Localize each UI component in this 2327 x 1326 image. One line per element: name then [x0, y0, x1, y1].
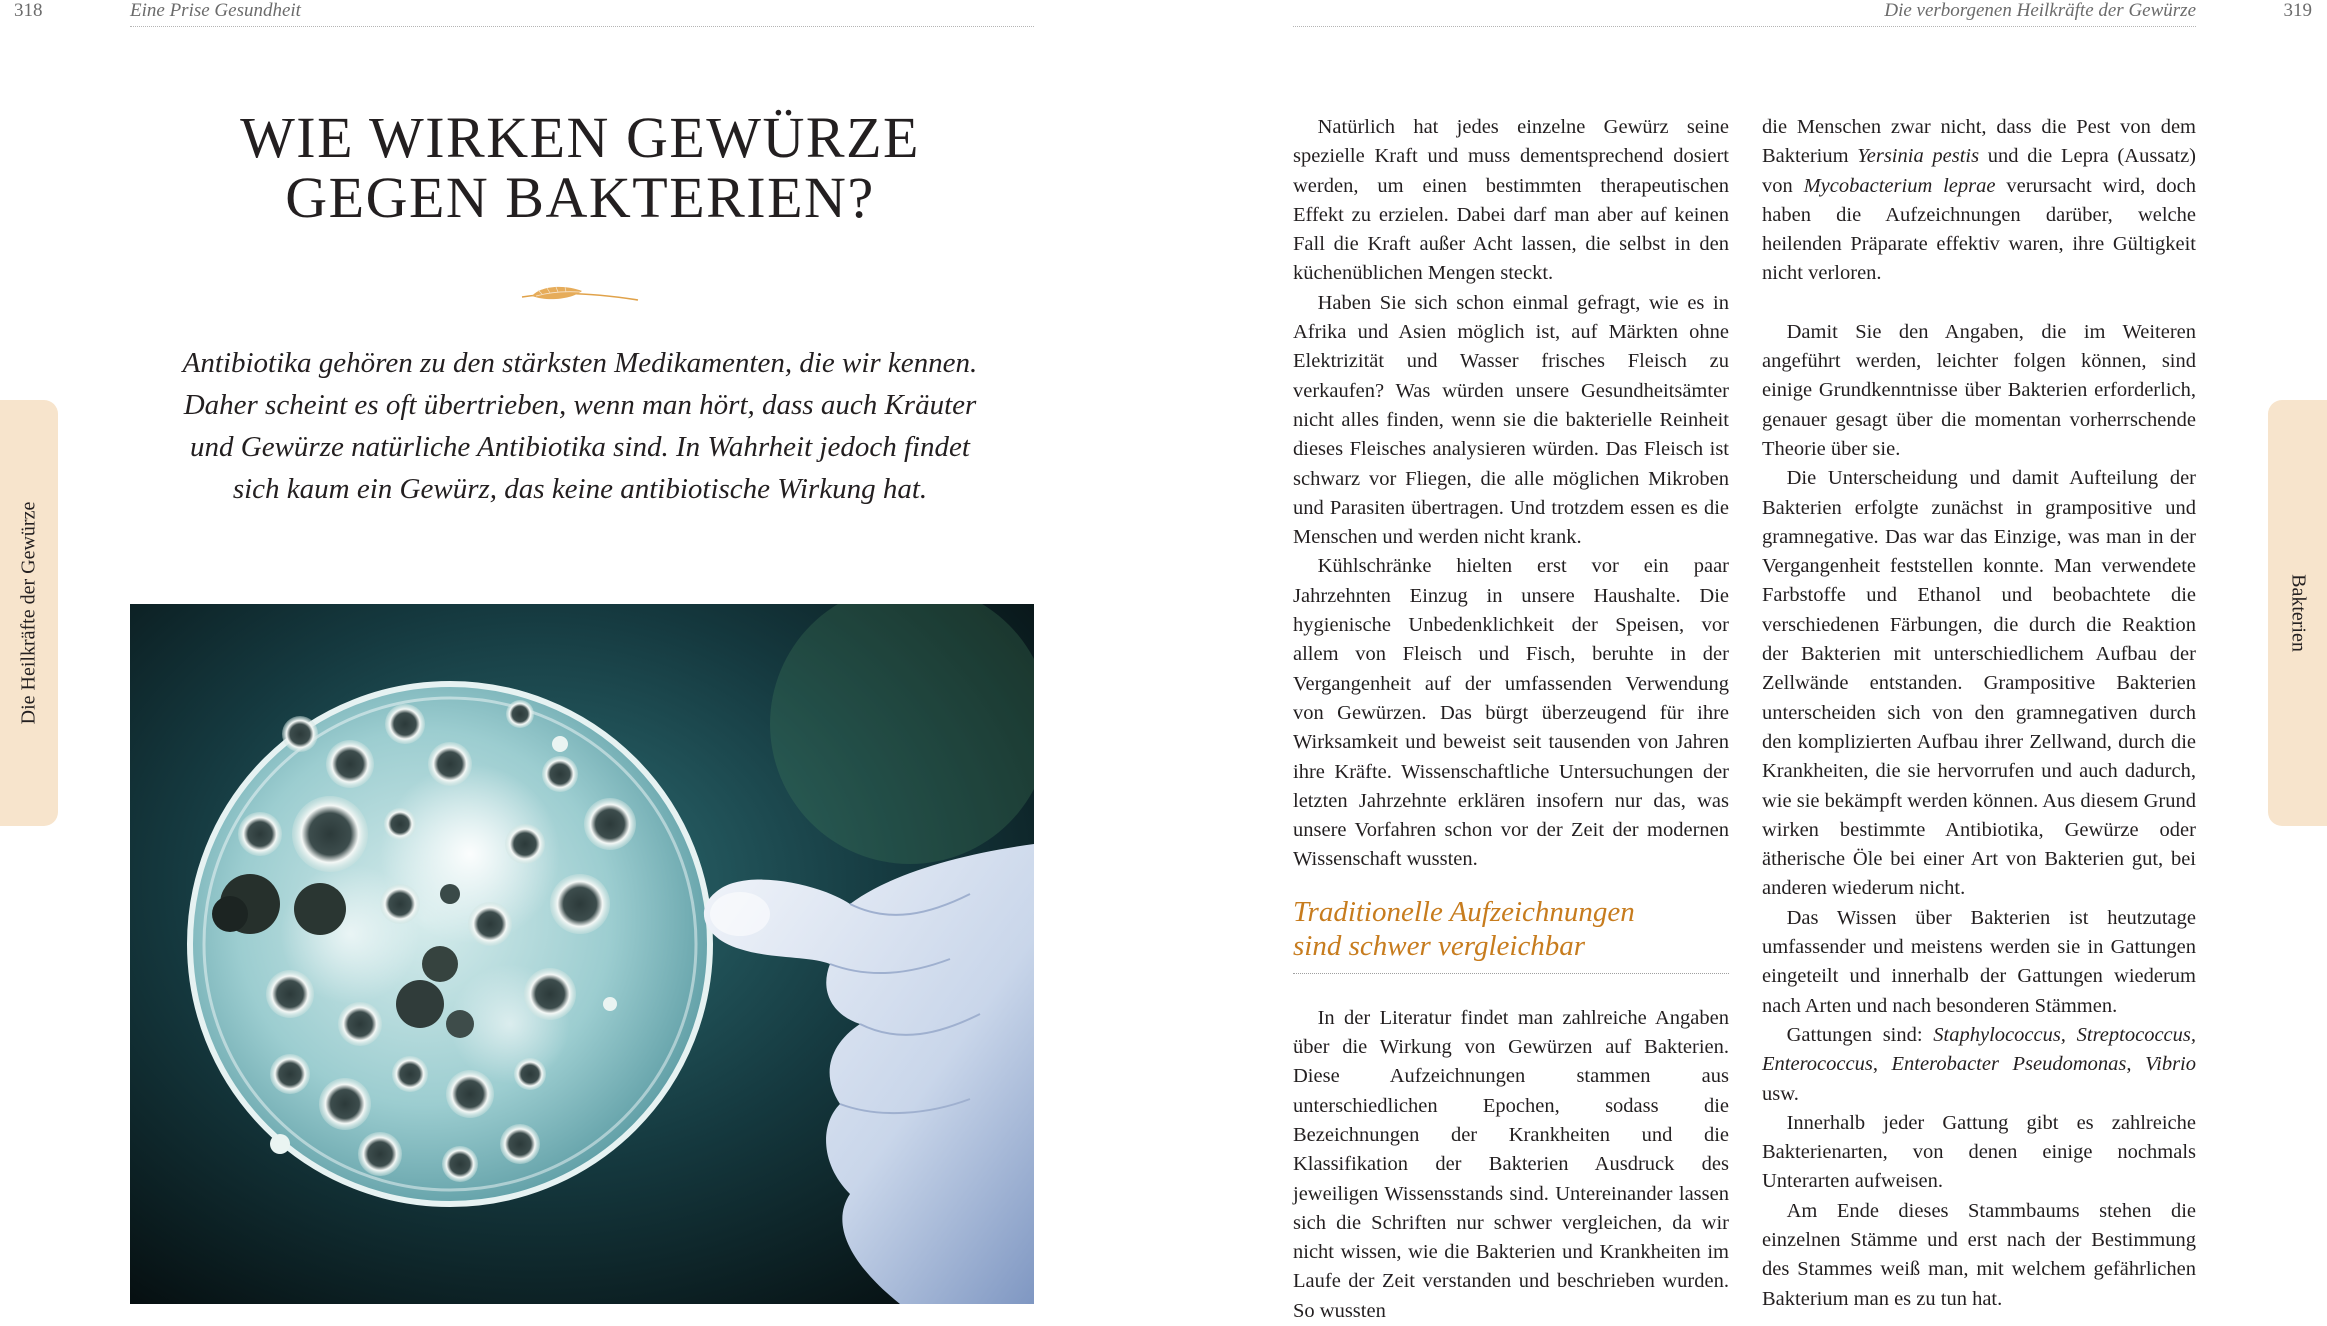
body-paragraph — [1762, 1021, 2196, 1109]
side-tab-right-label: Bakterien — [2287, 574, 2309, 652]
text-run: verursacht wird, doch haben die Aufzeichnungen darüber, welche heilenden Präparate effektiv waren, ihre Gültigkeit nicht verloren. — [1762, 174, 2196, 285]
genus-names: Staphylococcus, Streptococcus, Enterococcus — [1762, 1023, 2197, 1076]
body-paragraph: Das Wissen über Bakterien ist heutzutage umfassender und meistens werden sie in Gattungen eingeteilt und innerhalb der Gattungen wiederum nach Arten und nach besonderen Stämmen. — [1762, 906, 2196, 1017]
body-paragraph: In der Literatur findet man zahlreiche Angaben über die Wirkung von Gewürzen auf Bakterien. Diese Aufzeichnungen stammen aus unterschiedlichen Epochen, sodass die Bezeichnungen der Krankheiten und die Klassifikation der Bakterien Ausdruck des jeweiligen Wissensstands sind. Untereinander lassen sich die Schriften nur schwer vergleichen, da wir nicht wissen, wie die Bakterien und Krankheiten im Laufe der Zeit verstanden und beschrieben wurden. So wussten — [1293, 1006, 1729, 1322]
genus-names: Vibrio — [2145, 1053, 2196, 1076]
page-title — [130, 105, 1030, 230]
body-paragraph: Am Ende dieses Stammbaums stehen die einzelnen Stämme und erst nach der Bestimmung des Stammes weiß man, mit welchem gefährlichen Bakterium man es zu tun hat. — [1762, 1199, 2196, 1310]
genus-names: Enterobacter Pseudomonas — [1891, 1053, 2127, 1076]
intro-paragraph — [150, 342, 1010, 510]
right-page-number: 319 — [2283, 0, 2312, 21]
body-paragraph — [1762, 113, 2196, 289]
species-name: Mycobacterium leprae — [1803, 174, 1996, 197]
text-run: , — [2126, 1053, 2146, 1076]
intro-line: Antibiotika gehören zu den stärksten Medikamenten, die wir kennen. — [182, 347, 978, 379]
right-header-rule — [1293, 26, 2196, 27]
side-tab-right — [2268, 400, 2327, 826]
intro-line: und Gewürze natürliche Antibiotika sind. In Wahrheit jedoch findet — [190, 431, 970, 463]
subheading-line: Traditionelle Aufzeichnungen — [1293, 895, 1635, 928]
text-run: usw. — [1762, 1082, 1799, 1105]
side-tab-left — [0, 400, 58, 826]
body-paragraph: Innerhalb jeder Gattung gibt es zahlreiche Bakterienarten, von denen einige nochmals Unterarten aufweisen. — [1762, 1111, 2196, 1193]
text-run: und die Lepra (Aussatz) von — [1762, 145, 2196, 197]
petri-dish-photo — [130, 604, 1034, 1304]
text-column-2 — [1762, 113, 2196, 1314]
side-tab-left-label: Die Heilkräfte der Gewürze — [17, 501, 40, 725]
subheading-line: sind schwer vergleichbar — [1293, 929, 1586, 962]
section-subheading — [1293, 895, 1729, 974]
intro-line: Daher scheint es oft übertrieben, wenn man hört, dass auch Kräuter — [183, 389, 977, 421]
body-paragraph: Damit Sie den Angaben, die im Weiteren angeführt werden, leichter folgen können, sind einige Grundkenntnisse über Bakterien erforderlich, genauer gesagt über die momentan vorherrschende Theorie über sie. — [1762, 320, 2196, 460]
title-line: GEGEN BAKTERIEN? — [285, 165, 875, 230]
body-paragraph: Die Unterscheidung und damit Aufteilung der Bakterien erfolgte zunächst in grampositive und gramnegative. Das war das Einzige, was man in der Vergangenheit feststellen konnte. Man verwendete Farbstoffe und Ethanol und beobachtete die verschiedenen Färbungen, die durch die Reaktion der Bakterien mit unterschiedlichem Aufbau der Zellwände entstanden. Grampositive Bakterien unterscheiden sich von den gramnegativen durch den komplizierten Aufbau ihrer Zellwand, durch die Krankheiten, die sie hervorrufen und auch dadurch, wie sie bekämpft werden können. Aus diesem Grund wirken bestimmte Antibiotika, Gewürze oder ätherische Öle bei einer Art von Bakterien gut, bei anderen wiederum nicht. — [1762, 467, 2196, 900]
species-name: Yersinia pestis — [1857, 145, 1980, 168]
body-paragraph: Natürlich hat jedes einzelne Gewürz seine spezielle Kraft und muss dementsprechend dosiert werden, um einen bestimmten therapeutischen Effekt zu erzielen. Dabei darf man aber auf keinen Fall die Kraft außer Acht lassen, die selbst in den küchenüblichen Mengen steckt. — [1293, 116, 1729, 285]
intro-line: sich kaum ein Gewürz, das keine antibiotische Wirkung hat. — [232, 473, 928, 505]
text-run: die Menschen zwar nicht, dass die Pest von dem Bakterium — [1762, 116, 2196, 168]
body-paragraph: Kühlschränke hielten erst vor ein paar Jahrzehnten Einzug in unsere Haushalte. Die hygienische Unbedenklichkeit der Speisen, vor allem von Fleisch und Fisch, beruhte in der Vergangenheit auf der umfassenden Verwendung von Gewürzen. Das bürgt überzeugend für ihre Wirksamkeit und beweist seit tausenden von Jahren ihre Kräfte. Wissenschaftliche Untersuchungen der letzten Jahrzehnte erklären insofern nur das, was unsere Vorfahren schon vor der Zeit der modernen Wissenschaft wussten. — [1293, 555, 1729, 871]
text-run: , — [1872, 1053, 1892, 1076]
title-line: WIE WIRKEN GEWÜRZE — [240, 105, 920, 170]
text-column-1 — [1293, 113, 1729, 1326]
feather-ornament-icon — [520, 280, 640, 310]
body-paragraph: Haben Sie sich schon einmal gefragt, wie es in Afrika und Asien möglich ist, auf Märkten ohne Elektrizität und Wasser frisches Fleisch zu verkaufen? Was würden unsere Gesundheitsämter nicht alles finden, wenn sie die bakterielle Reinheit dieses Fleisches analysieren würden. Das Fleisch ist schwarz vor Fliegen, die alle möglichen Mikroben und Parasiten übertragen. Und trotzdem essen es die Menschen und werden nicht krank. — [1293, 291, 1729, 549]
left-running-head: Eine Prise Gesundheit — [130, 0, 301, 21]
left-page-number: 318 — [14, 0, 43, 21]
right-running-head: Die verborgenen Heilkräfte der Gewürze — [1884, 0, 2196, 21]
left-header-rule — [130, 26, 1034, 27]
text-run: Gattungen sind: — [1786, 1023, 1934, 1046]
